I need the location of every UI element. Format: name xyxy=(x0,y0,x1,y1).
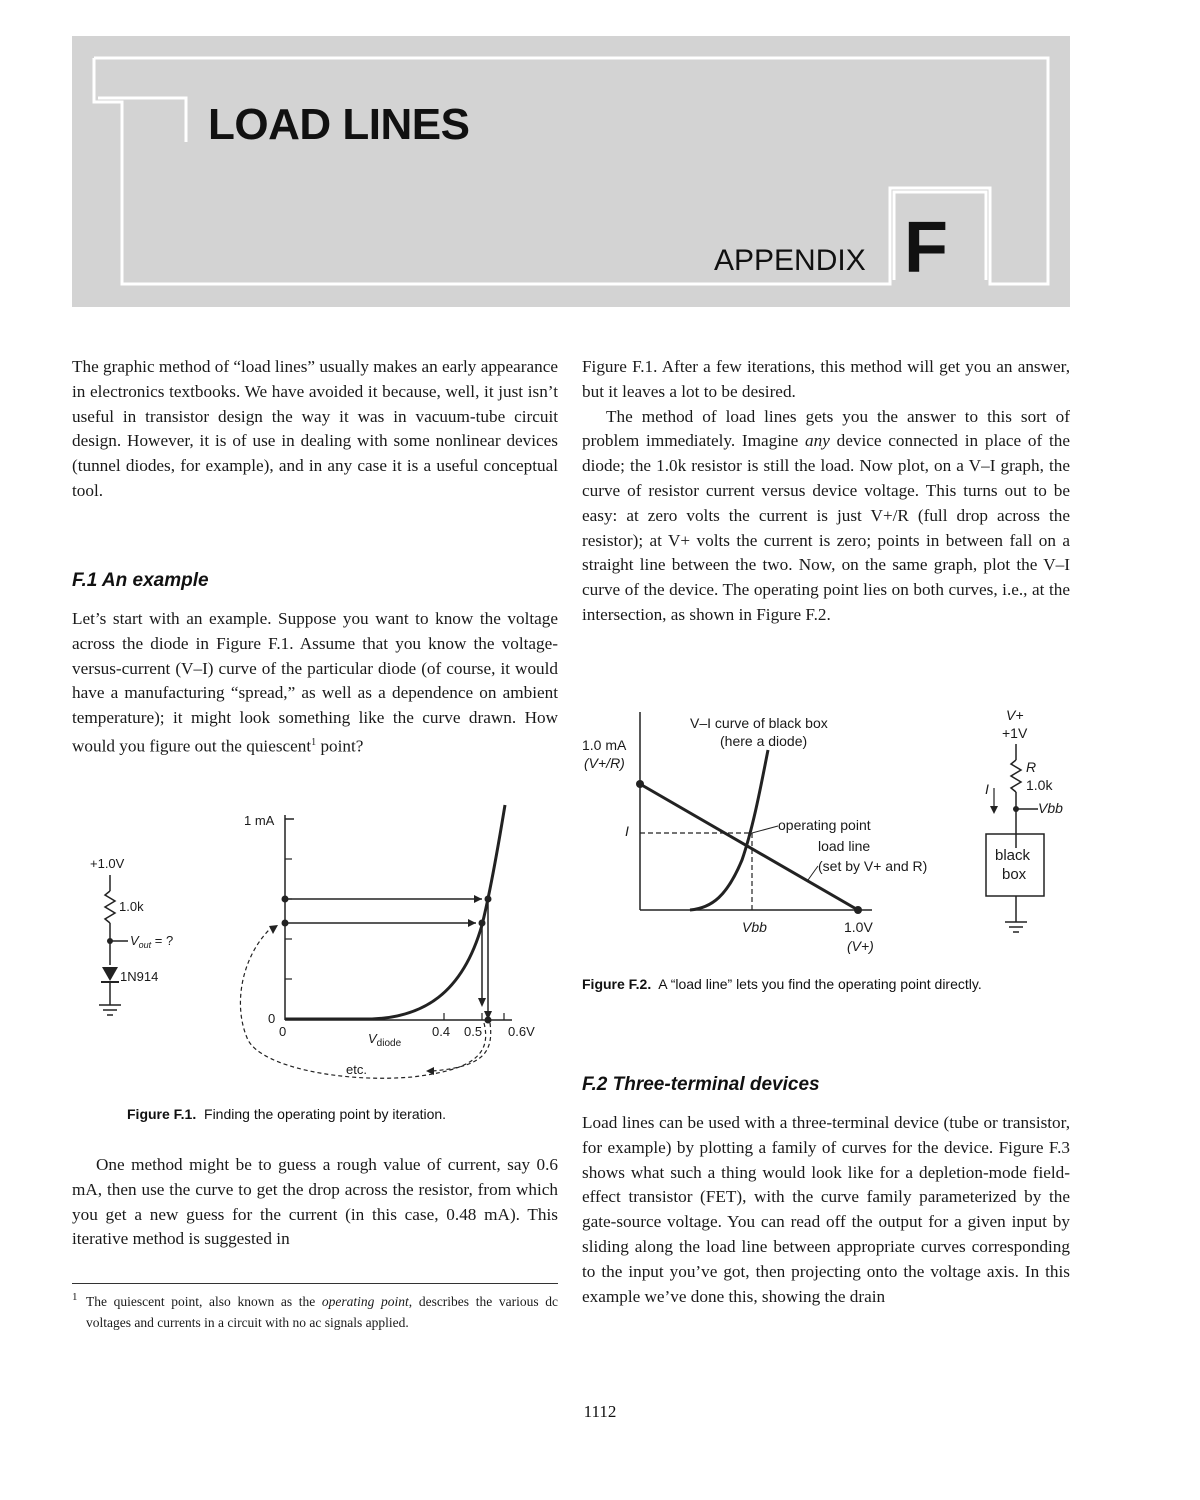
footnote-mark: 1 xyxy=(311,736,317,748)
footnote xyxy=(72,1291,558,1333)
fig2-diode-curve xyxy=(690,750,768,910)
fig1-diode-label: 1N914 xyxy=(120,969,159,984)
fig2-y-i-label: I xyxy=(625,823,629,839)
fig1-caption xyxy=(127,1106,446,1122)
chapter-header xyxy=(72,36,1070,307)
fig1-x-axis-label: $V_{diode}$ xyxy=(368,1031,402,1049)
fig1-resistor-symbol xyxy=(105,891,115,923)
fig2-load-line-label-1: load line xyxy=(818,838,871,854)
right-paragraph-1: Figure F.1. After a few iterations, this method will get you an answer, but it leaves a lot to be desired. xyxy=(582,357,1070,401)
section-f1-text: Let’s start with an example. Suppose you want to know the voltage across the diode in Figure F.1. Assume that you know the voltage-versus-current (V–I) curve of the particular diode (of course, it would have a manufacturing “spread,” as well as a dependence on ambient temperature); it might look something like the curve drawn. How would you figure out the quiescent xyxy=(72,609,558,756)
fig2-supply-label-1: V+ xyxy=(1006,707,1024,723)
fig2-vbb-label: Vbb xyxy=(1038,800,1063,816)
fig2-y-top-label-2: (V+/R) xyxy=(584,755,625,771)
fig2-caption xyxy=(582,976,982,992)
right-column-text xyxy=(582,355,1070,628)
section-f1-body-2 xyxy=(72,1153,558,1252)
fig1-x-tick-06: 0.6V xyxy=(508,1024,535,1039)
fig1-diode-symbol xyxy=(102,967,118,981)
footnote-text: The quiescent point, also known as the xyxy=(86,1294,322,1309)
footnote-rule xyxy=(72,1283,558,1284)
fig2-current-label: I xyxy=(985,781,989,797)
fig2-resistor-symbol xyxy=(1011,760,1021,792)
fig1-vout-label: $V_{out}$ = ? xyxy=(130,933,174,950)
section-f1-paragraph xyxy=(72,607,558,760)
fig1-y-top-label: 1 mA xyxy=(244,813,275,828)
fig2-r-value: 1.0k xyxy=(1026,777,1053,793)
fig1-x-tick-05: 0.5 xyxy=(464,1024,483,1039)
fig2-caption-label: Figure F.2. xyxy=(582,976,652,992)
fig1-diode-curve xyxy=(285,805,505,1019)
fig1-etc-label: etc. xyxy=(346,1062,367,1077)
fig2-y-top-label-1: 1.0 mA xyxy=(582,737,627,753)
fig2-supply-label-2: +1V xyxy=(1002,725,1028,741)
section-f1-paragraph-2: One method might be to guess a rough value of current, say 0.6 mA, then use the curve to get the drop across the resistor, from which you get a new guess for the current (in this case, 0.48 mA). This iterative method is suggested in xyxy=(72,1155,558,1249)
section-f1-text-end: point? xyxy=(316,736,364,756)
fig2-x-end-label-1: 1.0V xyxy=(844,919,873,935)
fig1-y-zero-label: 0 xyxy=(268,1011,276,1026)
figure-f1 xyxy=(72,795,558,1095)
fig1-caption-text: Finding the operating point by iteration. xyxy=(204,1106,447,1122)
figure-f2 xyxy=(582,700,1070,960)
intro-paragraph: The graphic method of “load lines” usually makes an early appearance in electronics textbooks. We have avoided it because, well, it just isn’t useful in transistor design the way it was in vacuum-tube circuit design. However, it is of use in dealing with some nonlinear devices (tunnel diodes, for example), and in any case it is a useful conceptual tool. xyxy=(72,357,558,500)
fig1-x-zero-label: 0 xyxy=(279,1024,287,1039)
fig1-resistor-label: 1.0k xyxy=(119,899,144,914)
fig1-supply-label: +1.0V xyxy=(90,856,125,871)
fig2-x-end-label-2: (V+) xyxy=(847,938,874,954)
fig2-operating-point-label: operating point xyxy=(778,817,871,833)
appendix-letter: F xyxy=(904,208,948,288)
section-f1-body xyxy=(72,607,558,760)
appendix-label: APPENDIX xyxy=(714,244,866,277)
footnote-number: 1 xyxy=(72,1291,78,1303)
fig1-x-tick-04: 0.4 xyxy=(432,1024,451,1039)
section-heading-f1: F.1 An example xyxy=(72,570,209,591)
fig2-box-label-1: black xyxy=(995,847,1031,864)
fig2-r-label: R xyxy=(1026,759,1037,775)
fig1-caption-label: Figure F.1. xyxy=(127,1106,197,1122)
section-f2-paragraph: Load lines can be used with a three-terminal device (tube or transistor, for example) by plotting a family of curves for the device. Figure F.3 shows what such a thing would look like for a depletion-mode field-effect transistor (FET), with the curve family parameterized by the gate-source voltage. You can read off the output for a given input by sliding along the load line between appropriate curves corresponding to the input you’ve got, then projecting onto the voltage axis. In this example we’ve done this, showing the drain xyxy=(582,1113,1070,1306)
chapter-title: LOAD LINES xyxy=(208,100,470,149)
fig2-load-line-label-2: (set by V+ and R) xyxy=(818,858,928,874)
fig2-black-box xyxy=(986,834,1044,896)
fig2-caption-text: A “load line” lets you find the operating point directly. xyxy=(658,976,982,992)
fig2-box-label-2: box xyxy=(1002,866,1027,883)
right-paragraph-2: The method of load lines gets you the answer to this sort of problem immediately. Imagine any device connected in place of the diode; the 1.0k resistor is still the load. Now plot, on a V–I graph, the curve of resistor current versus device voltage. This turns out to be easy: at zero volts the current is just V+/R (full drop across the resistor); at V+ volts the current is zero; points in between fall on a straight line between the two. Now, on the same graph, plot the V–I curve of the device. The operating point lies on both curves, i.e., at the intersection, as shown in Figure F.2. xyxy=(582,406,1070,624)
left-column-intro xyxy=(72,355,558,504)
section-f2-body xyxy=(582,1111,1070,1309)
footnote-text-end: , describes the various dc voltages and currents in a circuit with no ac signals applied. xyxy=(86,1294,558,1330)
fig2-curve-label-1: V–I curve of black box xyxy=(690,715,828,731)
footnote-emphasis: operating point xyxy=(321,1294,409,1309)
fig2-x-vbb-label: Vbb xyxy=(742,919,767,935)
section-heading-f2: F.2 Three-terminal devices xyxy=(582,1074,820,1095)
page-number: 1112 xyxy=(583,1402,617,1421)
fig2-curve-label-2: (here a diode) xyxy=(720,733,808,749)
